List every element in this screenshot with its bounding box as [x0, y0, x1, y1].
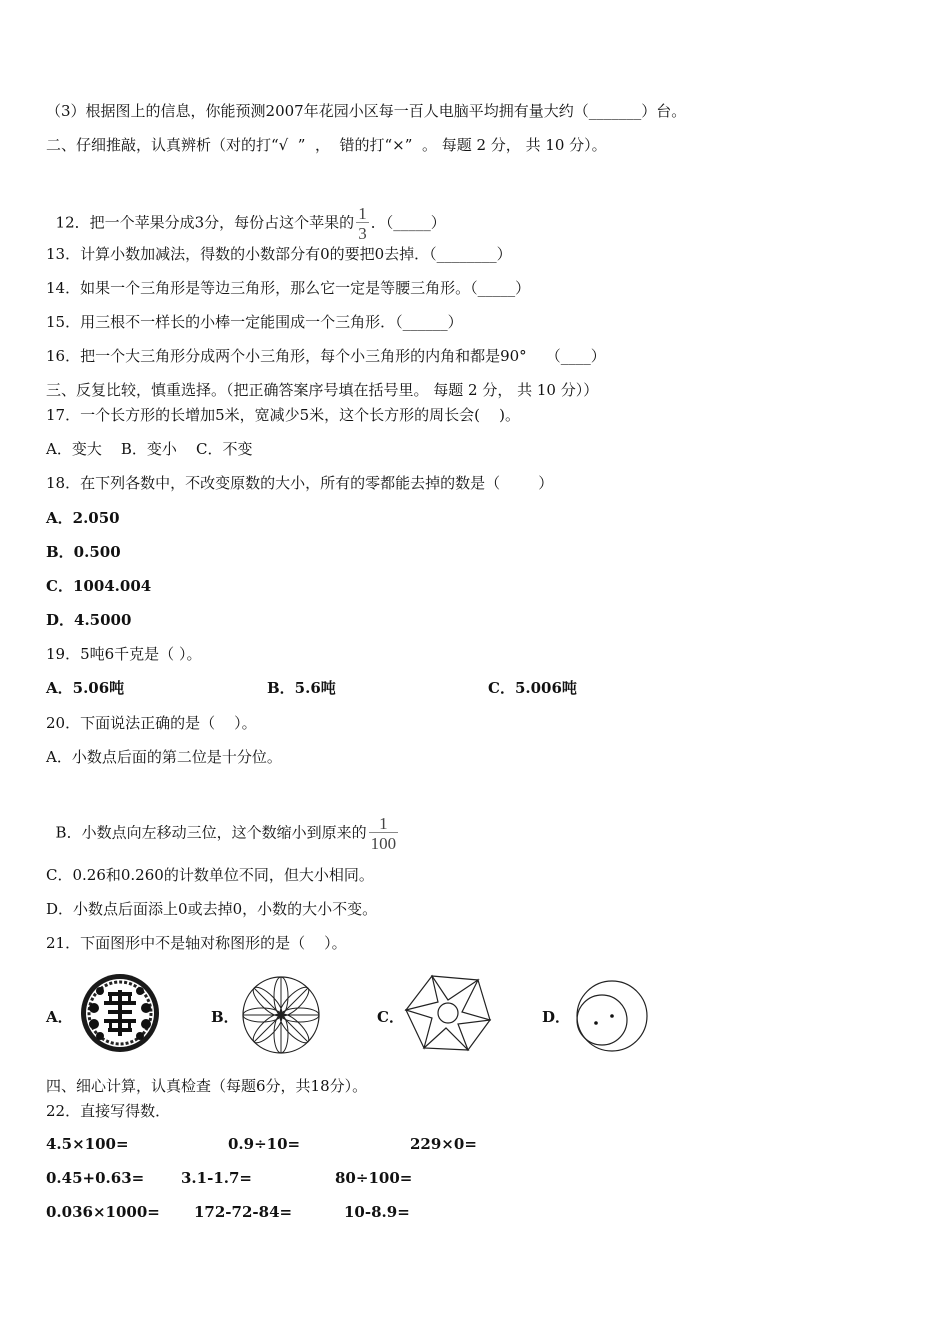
q11-part3: （3）根据图上的信息，你能预测2007年花园小区每一百人电脑平均拥有量大约（_______）台。 [46, 102, 687, 120]
q20: 20．下面说法正确的是（ ）。 [46, 714, 257, 732]
q19-option-a: A．5.06吨 [46, 679, 125, 697]
q21-label-a: A． [46, 1008, 73, 1026]
q18-option-b: B．0.500 [46, 543, 121, 561]
fraction-one-hundredth [369, 815, 399, 852]
q21-label-c: C． [377, 1008, 404, 1026]
section-3-heading: 三、反复比较，慎重选择。（把正确答案序号填在括号里。 每题 2 分， 共 10 分）） [46, 381, 599, 399]
calc-item: 0.45+0.63= [46, 1169, 145, 1187]
q17: 17．一个长方形的长增加5米，宽减少5米，这个长方形的周长会( )。 [46, 406, 520, 424]
q21-label-d: D． [542, 1008, 571, 1026]
q19: 19．5吨6千克是（ ）。 [46, 645, 202, 663]
calc-item: 229×0= [410, 1135, 477, 1153]
double-happiness-paper-cut-icon [78, 972, 162, 1054]
q20-option-b-text: B．小数点向左移动三位，这个数缩小到原来的 [55, 823, 367, 842]
q17-options: A．变大 B．变小 C．不变 [46, 440, 253, 458]
q13: 13．计算小数加减法，得数的小数部分有0的要把0去掉．（________） [46, 245, 512, 263]
q12-blank: ．（_____） [370, 213, 446, 232]
section-4-heading: 四、细心计算，认真检查（每题6分，共18分）。 [46, 1077, 368, 1095]
section-2-heading: 二、仔细推敲，认真辨析（对的打“√ ” ， 错的打“×” 。 每题 2 分， 共 10 分）。 [46, 136, 607, 154]
q19-option-b: B．5.6吨 [267, 679, 336, 697]
q16: 16．把一个大三角形分成两个小三角形，每个小三角形的内角和都是90° （____） [46, 347, 606, 365]
q18: 18．在下列各数中，不改变原数的大小，所有的零都能去掉的数是（ ） [46, 474, 554, 492]
q12 [46, 185, 446, 242]
q21: 21．下面图形中不是轴对称图形的是（ ）。 [46, 934, 347, 952]
nested-circles-icon [572, 978, 652, 1054]
q20-option-b [46, 795, 400, 852]
q14: 14．如果一个三角形是等边三角形，那么它一定是等腰三角形。（_____） [46, 279, 531, 297]
calc-item: 172-72-84= [194, 1203, 293, 1221]
calc-item: 4.5×100= [46, 1135, 129, 1153]
q18-option-c: C．1004.004 [46, 577, 152, 595]
fraction-denominator: 100 [370, 834, 397, 853]
calc-item: 0.036×1000= [46, 1203, 160, 1221]
calc-item: 80÷100= [335, 1169, 413, 1187]
q15: 15．用三根不一样长的小棒一定能围成一个三角形．（______） [46, 313, 463, 331]
q20-option-d: D．小数点后面添上0或去掉0，小数的大小不变。 [46, 900, 378, 918]
q12-text: 12．把一个苹果分成3分，每份占这个苹果的 [55, 213, 355, 232]
pinwheel-hexagon-icon [402, 970, 494, 1056]
fraction-numerator: 1 [379, 814, 388, 833]
q20-option-a: A．小数点后面的第二位是十分位。 [46, 748, 282, 766]
calc-item: 3.1-1.7= [181, 1169, 252, 1187]
q21-label-b: B． [211, 1008, 239, 1026]
fraction-numerator: 1 [358, 204, 367, 223]
q19-option-c: C．5.006吨 [488, 679, 577, 697]
flower-petal-circle-icon [238, 972, 324, 1058]
q22: 22．直接写得数． [46, 1102, 171, 1120]
fraction-denominator: 3 [358, 224, 367, 243]
q18-option-a: A．2.050 [46, 509, 120, 527]
q18-option-d: D．4.5000 [46, 611, 132, 629]
calc-item: 0.9÷10= [228, 1135, 301, 1153]
q20-option-c: C．0.26和0.260的计数单位不同，但大小相同。 [46, 866, 374, 884]
calc-item: 10-8.9= [344, 1203, 410, 1221]
fraction-one-third [356, 205, 369, 242]
